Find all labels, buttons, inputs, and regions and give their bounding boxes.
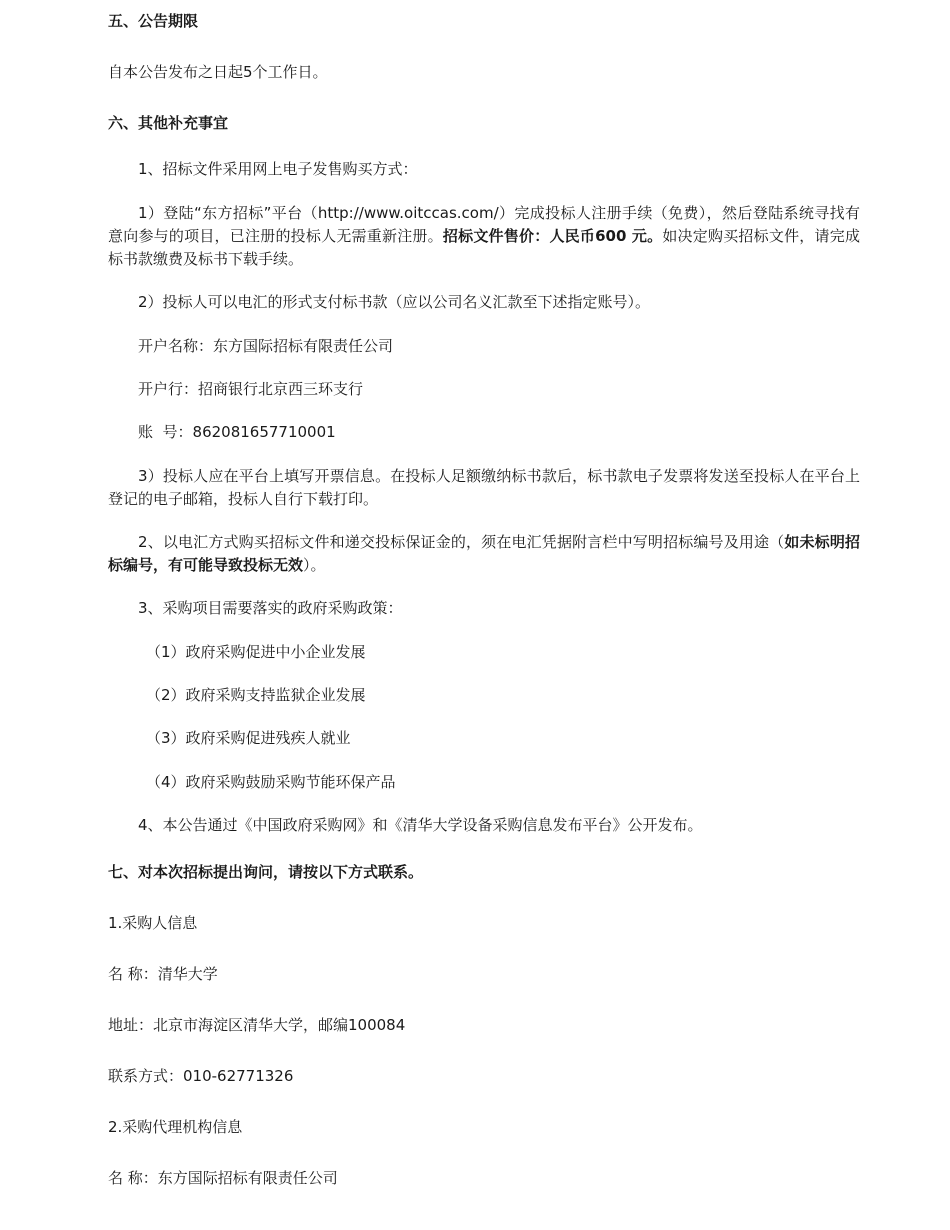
section6-heading: 六、其他补充事宜 — [108, 114, 229, 132]
item2-post-text: ）。 — [303, 556, 326, 574]
section6-item1-3: 3）投标人应在平台上填写开票信息。在投标人足额缴纳标书款后，标书款电子发票将发送至投标人在平台上登记的电子邮箱，投标人自行下载打印。 — [108, 467, 860, 508]
section6-item2 — [108, 531, 860, 577]
item1-1-text: 1）登陆“东方招标”平台（http://www.oitccas.com/）完成投标人注册手续（免费），然后登陆系统寻找有意向参与的项目，已注册的投标人无需重新注册。 — [108, 204, 860, 245]
section6-item1: 1、招标文件采用网上电子发售购买方式： — [138, 160, 418, 178]
section6-item1-2: 2）投标人可以电汇的形式支付标书款（应以公司名义汇款至下述指定账号）。 — [138, 293, 651, 311]
policy-item: （4）政府采购鼓励采购节能环保产品 — [146, 773, 396, 791]
agency-title: 2.采购代理机构信息 — [108, 1118, 243, 1136]
purchaser-contact: 联系方式：010-62771326 — [108, 1067, 294, 1085]
section5-text: 自本公告发布之日起5个工作日。 — [108, 63, 328, 81]
account-number: 账 号：862081657710001 — [138, 423, 336, 441]
purchaser-name: 名 称：清华大学 — [108, 965, 218, 983]
item1-1-post-text: 如决定购买招标文件，请完成标书款缴费及标书下载手续。 — [108, 227, 860, 268]
section5-heading: 五、公告期限 — [108, 12, 199, 30]
bank-name: 开户行：招商银行北京西三环支行 — [138, 380, 364, 398]
section7-heading: 七、对本次招标提出询问，请按以下方式联系。 — [108, 863, 424, 881]
agency-name: 名 称：东方国际招标有限责任公司 — [108, 1169, 338, 1187]
section6-item3: 3、采购项目需要落实的政府采购政策： — [138, 599, 403, 617]
account-name: 开户名称：东方国际招标有限责任公司 — [138, 337, 394, 355]
item2-warning: 如未标明招标编号，有可能导致投标无效 — [108, 533, 860, 574]
policy-item: （2）政府采购支持监狱企业发展 — [146, 686, 366, 704]
item2-text: 2、以电汇方式购买招标文件和递交投标保证金的，须在电汇凭据附言栏中写明招标编号及用途（ — [138, 533, 785, 551]
section6-item4: 4、本公告通过《中国政府采购网》和《清华大学设备采购信息发布平台》公开发布。 — [138, 816, 703, 834]
purchaser-title: 1.采购人信息 — [108, 914, 198, 932]
policy-item: （3）政府采购促进残疾人就业 — [146, 729, 351, 747]
price-text: 招标文件售价：人民币600 元。 — [442, 227, 663, 245]
purchaser-address: 地址：北京市海淀区清华大学，邮编100084 — [108, 1016, 406, 1034]
section6-item1-1 — [108, 202, 860, 271]
policy-item: （1）政府采购促进中小企业发展 — [146, 643, 366, 661]
